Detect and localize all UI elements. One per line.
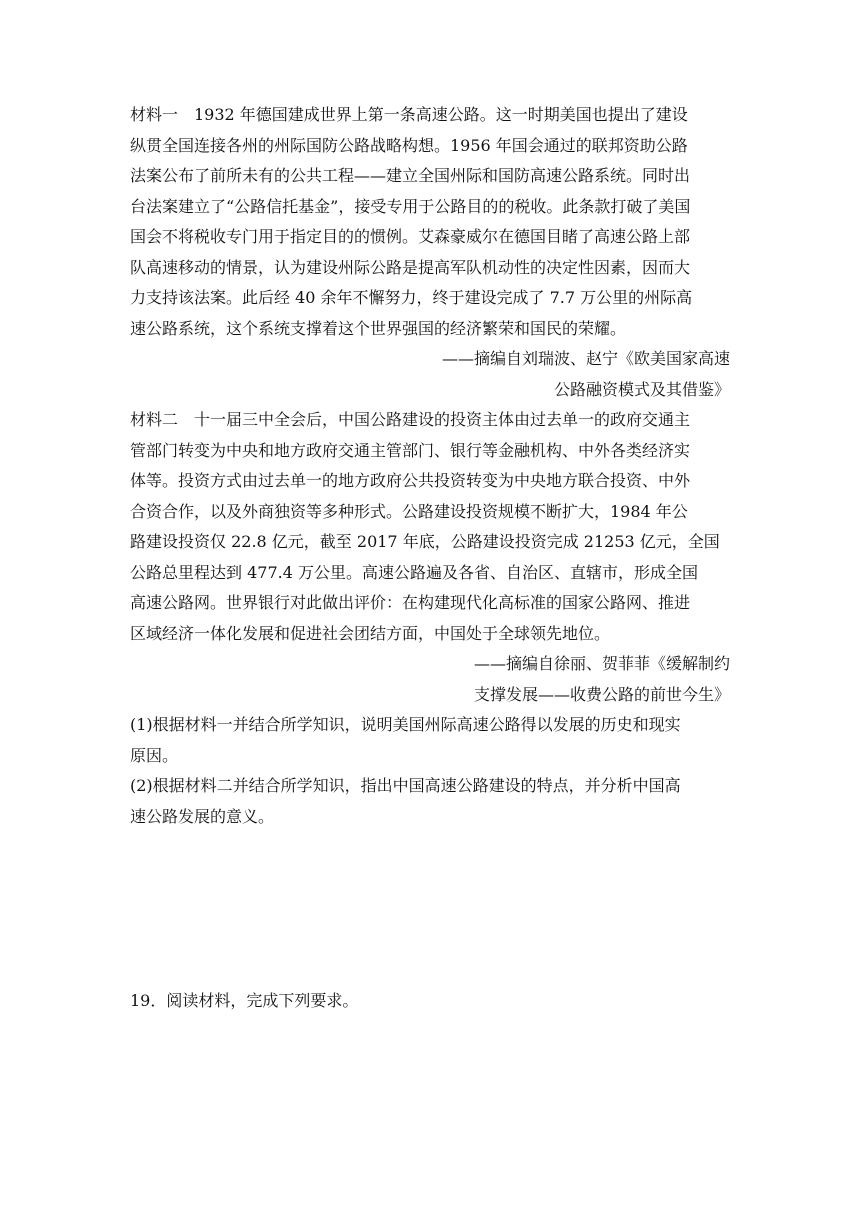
next-question-heading: 19．阅读材料，完成下列要求。 — [130, 991, 359, 1010]
material-two-line: 区域经济一体化发展和促进社会团结方面，中国处于全球领先地位。 — [130, 623, 611, 643]
material-two-line: 管部门转变为中央和地方政府交通主管部门、银行等金融机构、中外各类经济实 — [130, 440, 691, 460]
material-two-line: 高速公路网。世界银行对此做出评价：在构建现代化高标准的国家公路网、推进 — [130, 593, 691, 612]
material-one-line: 法案公布了前所未有的公共工程——建立全国州际和国防高速公路系统。同时出 — [130, 166, 691, 185]
material-two-line: 材料二 十一届三中全会后，中国公路建设的投资主体由过去单一的政府交通主 — [130, 410, 691, 429]
material-one-line: 纵贯全国连接各州的州际国防公路战略构想。1956 年国会通过的联邦资助公路 — [130, 135, 688, 155]
material-one-source: 公路融资模式及其借鉴》 — [553, 379, 730, 399]
question-one-line: 原因。 — [130, 745, 179, 765]
material-one-source: ——摘编自刘瑞波、赵宁《欧美国家高速 — [441, 349, 730, 368]
material-two-line: 合资合作，以及外商独资等多种形式。公路建设投资规模不断扩大，1984 年公 — [130, 501, 688, 521]
material-one — [130, 100, 730, 405]
material-two-source: ——摘编自徐丽、贺菲菲《缓解制约 — [473, 654, 730, 673]
material-one-line: 力支持该法案。此后经 40 余年不懈努力，终于建设完成了 7.7 万公里的州际高 — [130, 288, 693, 307]
material-two — [130, 405, 730, 710]
material-one-line: 材料一 1932 年德国建成世界上第一条高速公路。这一时期美国也提出了建设 — [130, 105, 688, 124]
material-one-line: 速公路系统，这个系统支撑着这个世界强国的经济繁荣和国民的荣耀。 — [130, 318, 627, 338]
material-two-line: 公路总里程达到 477.4 万公里。高速公路遍及各省、自治区、直辖市，形成全国 — [130, 562, 698, 582]
answer-space — [130, 832, 730, 986]
question-two-line: 速公路发展的意义。 — [130, 806, 275, 826]
question-two — [130, 771, 730, 832]
question-one — [130, 710, 730, 771]
material-one-line: 国会不将税收专门用于指定目的的惯例。艾森豪威尔在德国目睹了高速公路上部 — [130, 227, 691, 246]
material-one-line: 队高速移动的情景，认为建设州际公路是提高军队机动性的决定性因素，因而大 — [130, 257, 691, 277]
question-two-line: (2)根据材料二并结合所学知识，指出中国高速公路建设的特点，并分析中国高 — [130, 776, 681, 795]
question-one-line: (1)根据材料一并结合所学知识，说明美国州际高速公路得以发展的历史和现实 — [130, 715, 681, 734]
material-two-source: 支撑发展——收费公路的前世今生》 — [473, 684, 730, 704]
material-one-line: 台法案建立了“公路信托基金”，接受专用于公路目的的税收。此条款打破了美国 — [130, 196, 691, 216]
document-page — [130, 100, 730, 1017]
material-two-line: 体等。投资方式由过去单一的地方政府公共投资转变为中央地方联合投资、中外 — [130, 471, 691, 490]
material-two-line: 路建设投资仅 22.8 亿元，截至 2017 年底，公路建设投资完成 21253 亿元，全国 — [130, 532, 720, 551]
